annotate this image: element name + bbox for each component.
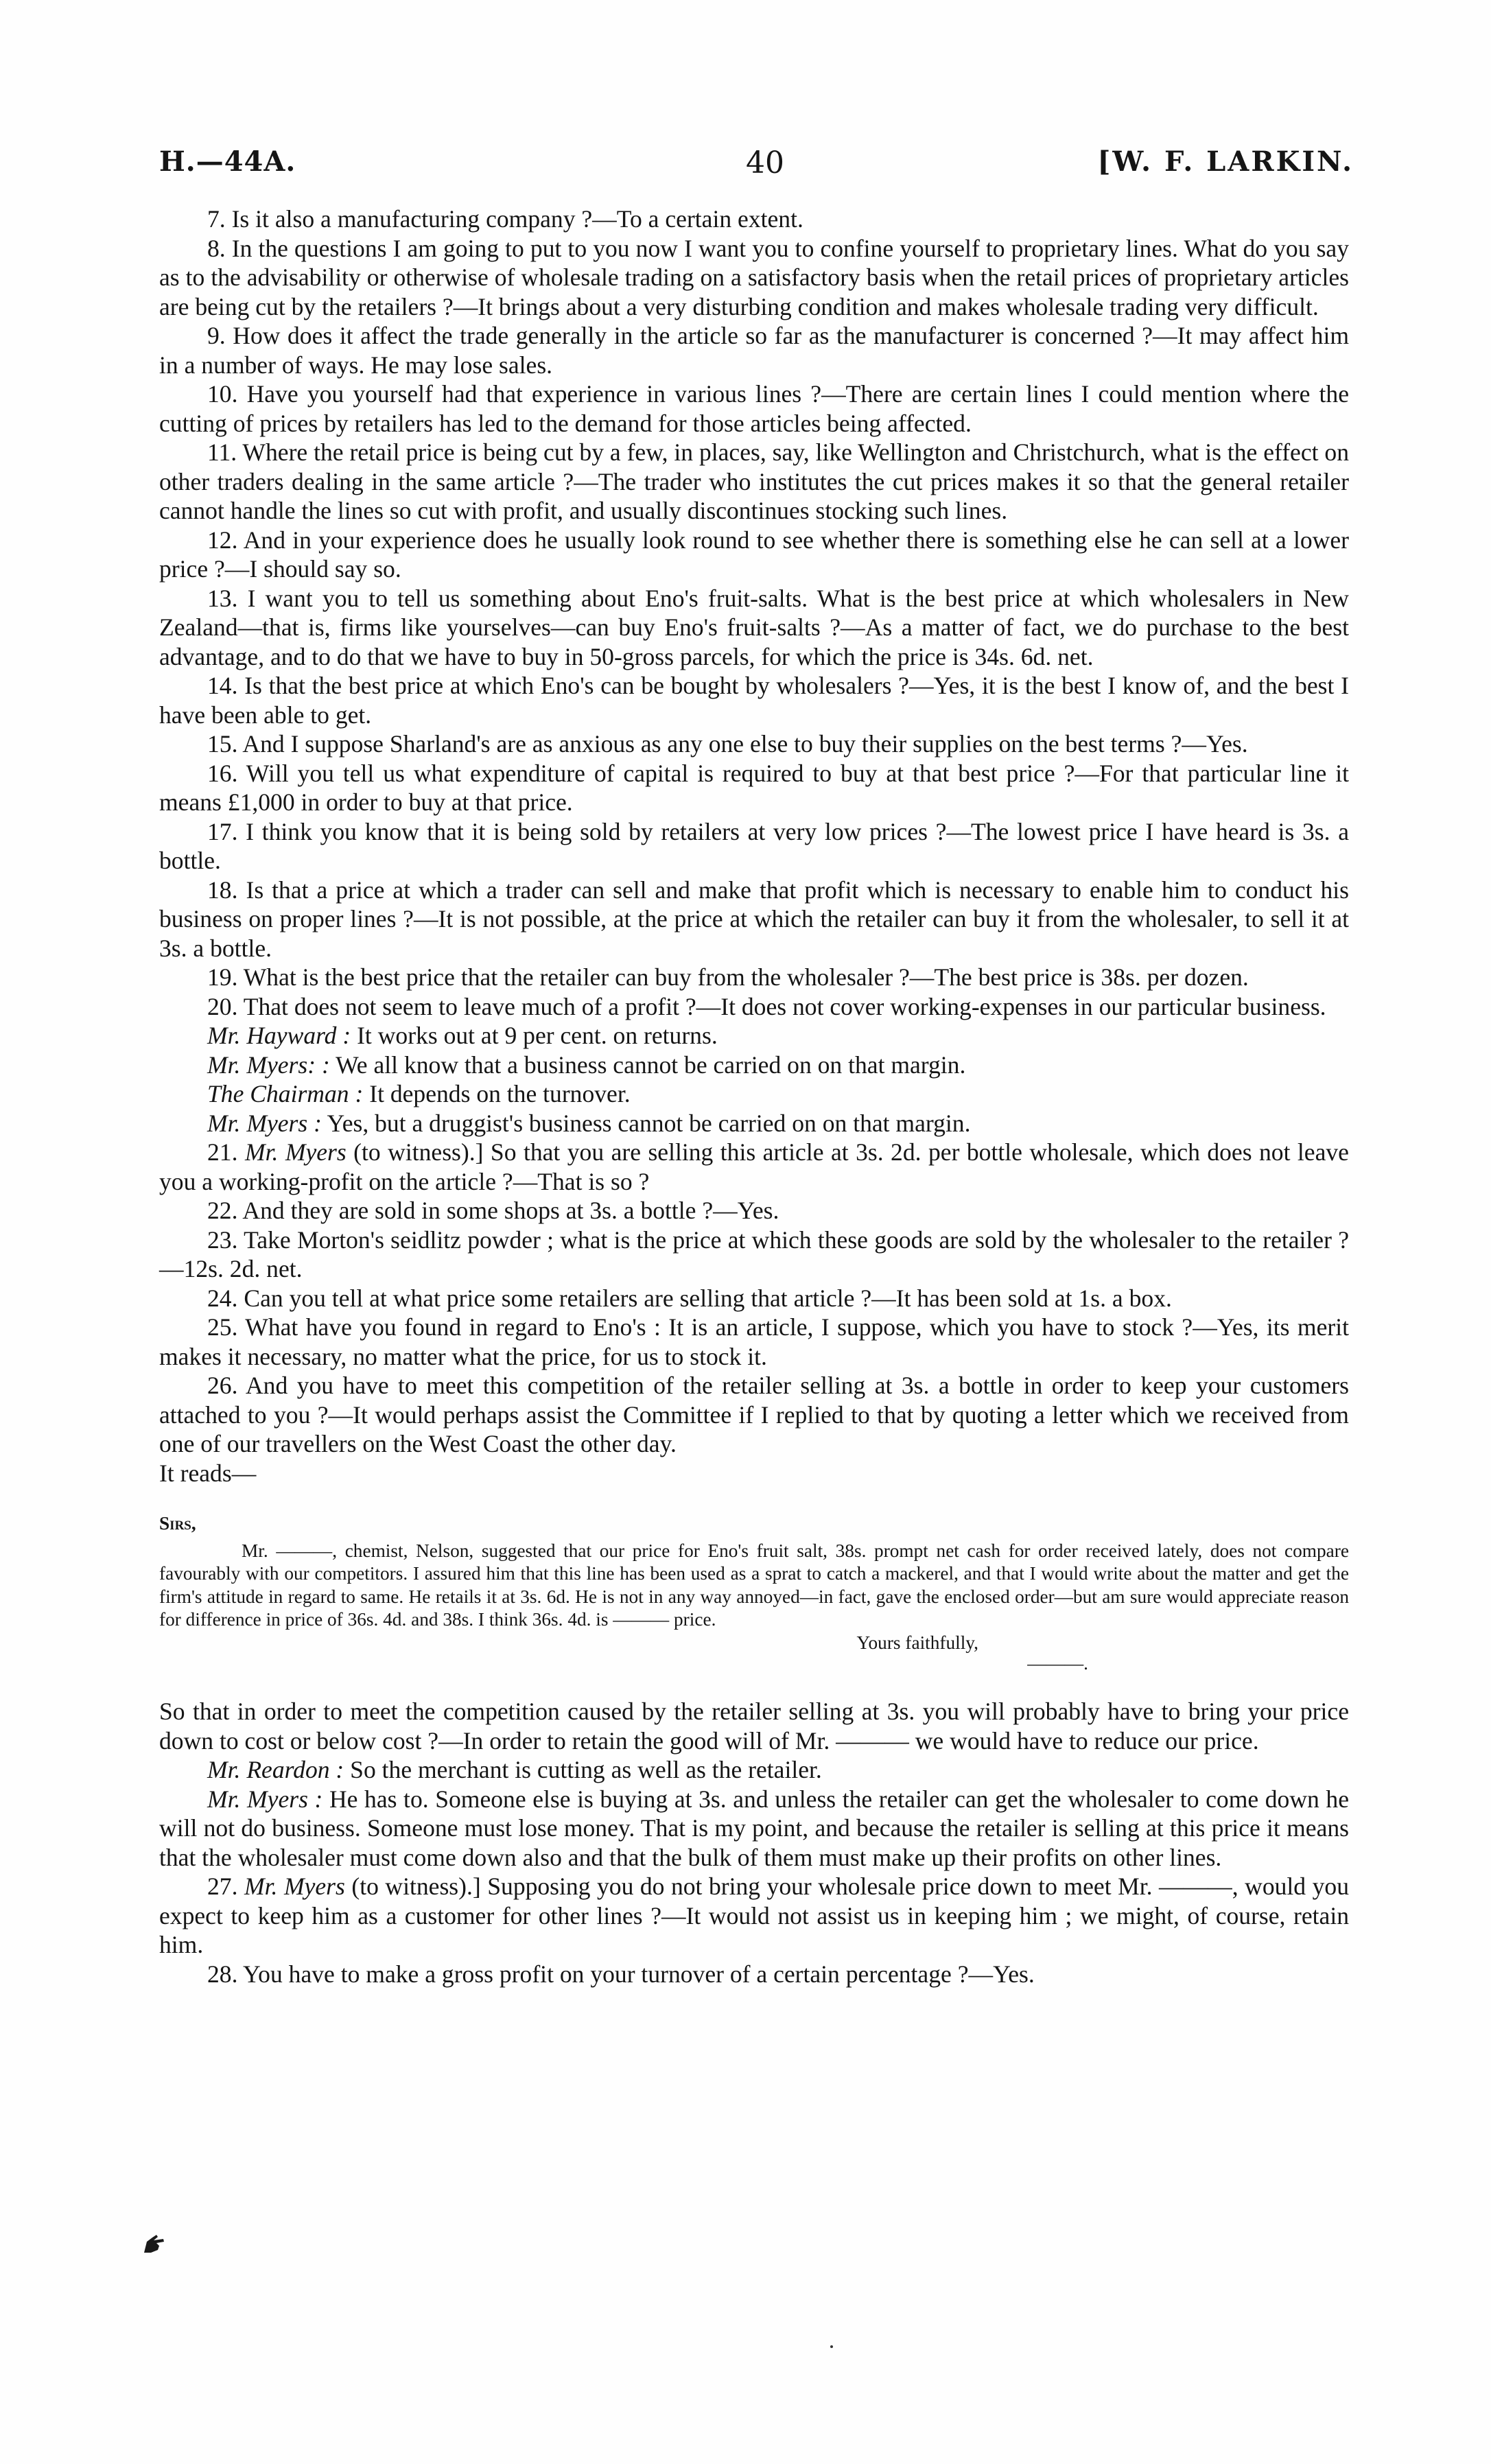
- transcript-body: [159, 204, 1349, 1988]
- question-number: 27.: [207, 1873, 238, 1900]
- paragraph: 17. I think you know that it is being sold by retailers at very low prices ?—The lowest price I have heard is 3s. a bottle.: [159, 817, 1349, 874]
- paragraph: 20. That does not seem to leave much of a profit ?—It does not cover working-expenses in our particular business.: [207, 992, 1326, 1020]
- question-text: (to witness).] So that you are selling this article at 3s. 2d. per bottle wholesale, which does not leave you a working-profit on the article ?—That is so ?: [159, 1138, 1349, 1195]
- paragraph: 12. And in your experience does he usually look round to see whether there is something else he can sell at a lower price ?—I should say so.: [159, 526, 1349, 583]
- paragraph: 22. And they are sold in some shops at 3s. a bottle ?—Yes.: [207, 1197, 779, 1224]
- speaker-text: Yes, but a druggist's business cannot be carried on on that margin.: [321, 1109, 971, 1137]
- paragraph: 16. Will you tell us what expenditure of capital is required to buy at that best price ?—For that particular line it means £1,000 in order to buy at that price.: [159, 759, 1349, 816]
- paragraph: 13. I want you to tell us something about Eno's fruit-salts. What is the best price at which wholesalers in New Zealand—that is, firms like yourselves—can buy Eno's fruit-salts ?—As a matter of fact, we do purchase to the best advantage, and to do that we have to buy in 50-gross parcels, for which the price is 34s. 6d. net.: [159, 584, 1349, 670]
- speaker-name: Mr. Myers: [244, 1873, 345, 1900]
- paragraph: 26. And you have to meet this competition of the retailer selling at 3s. a bottle in order to keep your customers attached to you ?—It would perhaps assist the Committee if I replied to that by quoting a letter which we received from one of our travellers on the West Coast the other day.: [159, 1372, 1349, 1457]
- stray-mark: [830, 2345, 833, 2348]
- letter-salutation: Sirs,: [159, 1513, 196, 1534]
- speaker-text: We all know that a business cannot be carried on on that margin.: [329, 1051, 966, 1079]
- speaker-name: Mr. Myers: :: [207, 1051, 330, 1079]
- paragraph: [159, 1138, 1349, 1196]
- paragraph: 23. Take Morton's seidlitz powder ; what is the price at which these goods are sold by the wholesaler to the retailer ?—12s. 2d. net.: [159, 1225, 1349, 1282]
- pointing-hand-icon: [143, 2233, 166, 2254]
- speaker-text: He has to. Someone else is buying at 3s. and unless the retailer can get the wholesaler to come down he will not do business. Someone must lose money. That is my point, and because the retailer is selling at this price it means that the wholesaler must come down also and that the bulk of them must make up their profits on other lines.: [159, 1785, 1349, 1871]
- document-reference: H.—44A.: [159, 145, 296, 178]
- speaker-name: Mr. Hayward :: [207, 1022, 351, 1049]
- speaker-line: [159, 1021, 1349, 1051]
- speaker-name: The Chairman :: [207, 1080, 364, 1107]
- paragraph: 18. Is that a price at which a trader can sell and make that profit which is necessary to enable him to conduct his business on proper lines ?—It is not possible, at the price at which the retailer can buy it from the wholesaler, to sell it at 3s. a bottle.: [159, 876, 1349, 962]
- paragraph: [159, 1872, 1349, 1960]
- paragraph: 24. Can you tell at what price some retailers are selling that article ?—It has been sold at 1s. a box.: [207, 1284, 1172, 1312]
- paragraph: 28. You have to make a gross profit on your turnover of a certain percentage ?—Yes.: [207, 1960, 1035, 1988]
- letter-closing: Yours faithfully,: [856, 1632, 978, 1653]
- quoted-letter: [159, 1512, 1349, 1672]
- speaker-line: [159, 1079, 1349, 1109]
- question-text: (to witness).] Supposing you do not bring your wholesale price down to meet Mr. ———, would you expect to keep him as a customer for other lines ?—It would not assist us in keeping him ; we might, of course, retain him.: [159, 1873, 1349, 1958]
- paragraph: 15. And I suppose Sharland's are as anxious as any one else to buy their supplies on the best terms ?—Yes.: [207, 730, 1248, 758]
- paragraph: 10. Have you yourself had that experience in various lines ?—There are certain lines I could mention where the cutting of prices by retailers has led to the demand for those articles being affected.: [159, 380, 1349, 437]
- paragraph: 9. How does it affect the trade generally in the article so far as the manufacturer is concerned ?—It may affect him in a number of ways. He may lose sales.: [159, 322, 1349, 379]
- paragraph: 25. What have you found in regard to Eno's : It is an article, I suppose, which you have to stock ?—Yes, its merit makes it necessary, no matter what the price, for us to stock it.: [159, 1313, 1349, 1370]
- speaker-line: [159, 1755, 1349, 1785]
- paragraph: 8. In the questions I am going to put to you now I want you to confine yourself to proprietary lines. What do you say as to the advisability or otherwise of wholesale trading on a satisfactory basis when the retail prices of proprietary articles are being cut by the retailers ?—It brings about a very disturbing condition and makes wholesale trading very difficult.: [159, 234, 1349, 320]
- speaker-text: It works out at 9 per cent. on returns.: [351, 1022, 718, 1049]
- speaker-name: Mr. Myers: [244, 1138, 347, 1166]
- paragraph: So that in order to meet the competition caused by the retailer selling at 3s. you will probably have to bring your price down to cost or below cost ?—In order to retain the good will of Mr. ——— we would have to reduce our price.: [159, 1698, 1349, 1755]
- speaker-text: It depends on the turnover.: [363, 1080, 631, 1107]
- speaker-name: Mr. Reardon :: [207, 1756, 344, 1783]
- speaker-line: [159, 1785, 1349, 1873]
- letter-body: Mr. ———, chemist, Nelson, suggested that our price for Eno's fruit salt, 38s. prompt net cash for order received lately, does not compare favourably with our competitors. I assured him that this line has been used as a sprat to catch a mackerel, and that I would write about the matter and get the firm's attitude in regard to same. He retails it at 3s. 6d. He is not in any way annoyed—in fact, gave the enclosed order—but am sure would appreciate reason for difference in price of 36s. 4d. and 38s. I think 36s. 4d. is ——— price.: [159, 1540, 1349, 1630]
- speaker-line: [159, 1051, 1349, 1080]
- page-header: [159, 145, 1354, 187]
- paragraph: 11. Where the retail price is being cut by a few, in places, say, like Wellington and Christchurch, what is the effect on other traders dealing in the same article ?—The trader who institutes the cut prices makes it so that the general retailer cannot handle the lines so cut with profit, and usually discontinues stocking such lines.: [159, 438, 1349, 524]
- spacer: [159, 1672, 1349, 1697]
- question-number: 21.: [207, 1138, 238, 1166]
- letter-signature: ———.: [1027, 1653, 1088, 1674]
- it-reads: It reads—: [159, 1459, 257, 1487]
- page-number: 40: [746, 145, 784, 180]
- paragraph: 19. What is the best price that the retailer can buy from the wholesaler ?—The best price is 38s. per dozen.: [207, 963, 1249, 991]
- paragraph: 14. Is that the best price at which Eno's can be bought by wholesalers ?—Yes, it is the best I know of, and the best I have been able to get.: [159, 672, 1349, 729]
- witness-name: [W. F. LARKIN.: [1097, 145, 1354, 178]
- paragraph: 7. Is it also a manufacturing company ?—To a certain extent.: [207, 205, 803, 233]
- speaker-line: [159, 1109, 1349, 1138]
- speaker-name: Mr. Myers :: [207, 1109, 322, 1137]
- speaker-name: Mr. Myers :: [207, 1785, 323, 1813]
- speaker-text: So the merchant is cutting as well as the retailer.: [344, 1756, 822, 1783]
